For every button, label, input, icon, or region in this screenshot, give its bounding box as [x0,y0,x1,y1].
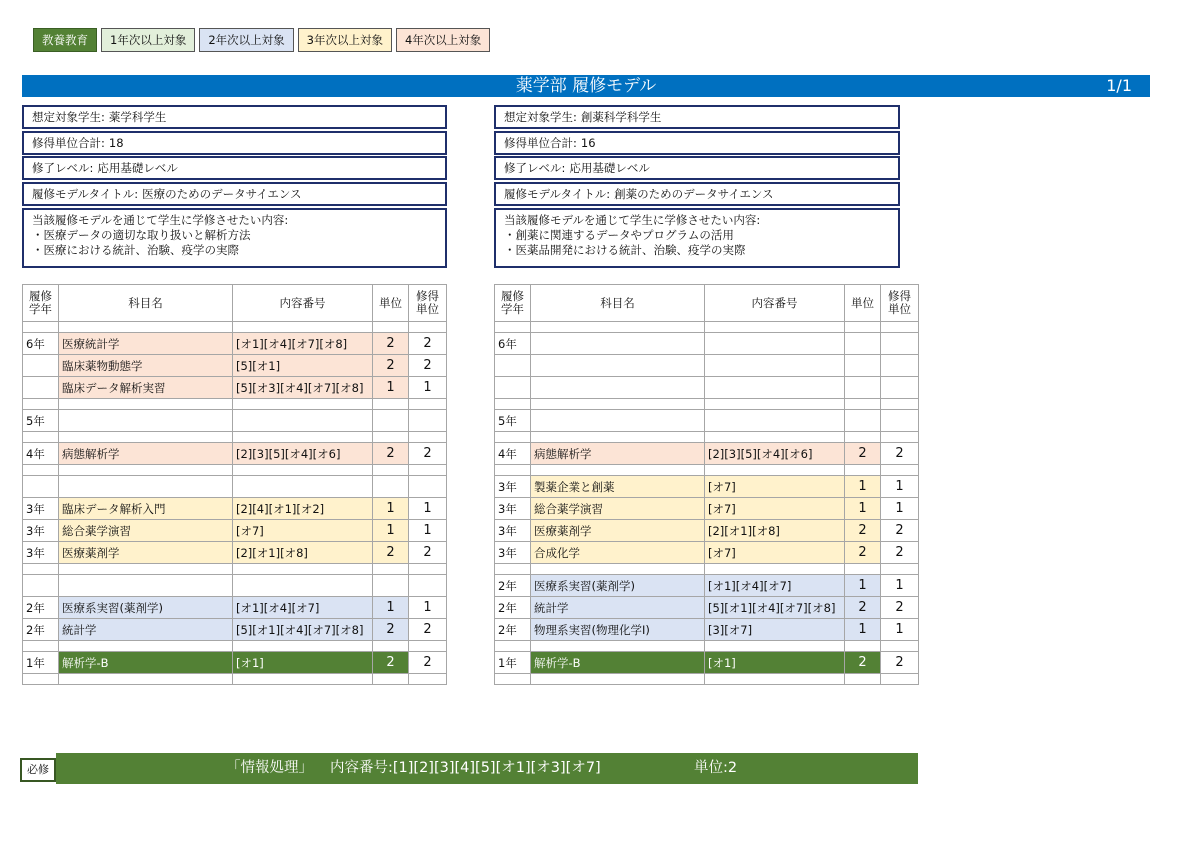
year-cell [495,355,531,377]
course-name-cell: 総合薬学演習 [531,498,705,520]
table-row [23,476,447,498]
earned-units-cell: 2 [881,443,919,465]
year-cell: 3年 [23,498,59,520]
content-number-cell: [5][オ1][オ4][オ7][オ8] [705,597,845,619]
spacer-cell [59,322,233,333]
units-cell [373,476,409,498]
content-number-cell: [オ1] [705,652,845,674]
spacer-cell [233,399,373,410]
content-number-cell: [2][オ1][オ8] [233,542,373,564]
earned-units-cell: 1 [409,597,447,619]
course-name-cell [531,355,705,377]
year-cell: 3年 [23,542,59,564]
right-learning-content: 当該履修モデルを通じて学生に学修させたい内容: ・創薬に関連するデータやプログラムの活用 ・医薬品開発における統計、治験、疫学の実際 [494,208,900,268]
course-name-cell: 物理系実習(物理化学Ⅰ) [531,619,705,641]
spacer-cell [845,674,881,685]
units-cell: 1 [373,597,409,619]
course-name-cell: 医療系実習(薬剤学) [59,597,233,619]
table-row [23,652,447,674]
spacer-cell [233,674,373,685]
spacer-cell [495,465,531,476]
spacer-cell [233,322,373,333]
legend-year4: 4年次以上対象 [396,28,490,52]
table-row [23,498,447,520]
content-number-cell: [オ7] [233,520,373,542]
earned-units-cell [881,410,919,432]
table-row [495,410,919,432]
units-cell: 1 [845,575,881,597]
spacer-row [23,399,447,410]
header-content-number: 内容番号 [705,285,845,322]
year-cell: 1年 [495,652,531,674]
spacer-cell [705,399,845,410]
header-content-number: 内容番号 [233,285,373,322]
required-units: 単位:2 [694,760,738,776]
course-name-cell: 臨床薬物動態学 [59,355,233,377]
spacer-cell [705,564,845,575]
table-row [23,333,447,355]
spacer-cell [59,564,233,575]
spacer-cell [373,432,409,443]
spacer-cell [373,564,409,575]
spacer-cell [881,641,919,652]
spacer-cell [495,564,531,575]
spacer-cell [23,432,59,443]
content-number-cell: [オ1][オ4][オ7] [233,597,373,619]
spacer-row [23,432,447,443]
left-credit-total: 修得単位合計: 18 [22,131,447,155]
required-course-name: 「情報処理」 [226,760,313,776]
spacer-cell [409,322,447,333]
table-row [495,575,919,597]
year-cell: 2年 [23,597,59,619]
spacer-row [23,641,447,652]
table-row [23,410,447,432]
units-cell: 2 [845,652,881,674]
year-cell: 5年 [23,410,59,432]
spacer-cell [845,399,881,410]
page-title: 薬学部 履修モデル [515,76,657,96]
spacer-cell [705,641,845,652]
content-number-cell: [2][3][5][オ4][オ6] [705,443,845,465]
earned-units-cell [409,575,447,597]
spacer-row [495,564,919,575]
table-row [23,542,447,564]
right-model-title: 履修モデルタイトル: 創薬のためのデータサイエンス [494,182,900,206]
spacer-cell [705,432,845,443]
content-number-cell: [オ7] [705,476,845,498]
spacer-cell [705,674,845,685]
spacer-cell [59,465,233,476]
content-number-cell: [2][4][オ1][オ2] [233,498,373,520]
year-cell [23,377,59,399]
title-bar [22,75,1150,97]
table-row [23,355,447,377]
earned-units-cell: 2 [409,619,447,641]
legend-year3: 3年次以上対象 [298,28,392,52]
earned-units-cell: 1 [881,575,919,597]
header-year: 履修学年 [23,285,59,322]
course-name-cell: 医療系実習(薬剤学) [531,575,705,597]
spacer-cell [531,432,705,443]
year-cell [23,355,59,377]
units-cell: 1 [373,498,409,520]
spacer-cell [373,465,409,476]
spacer-cell [531,322,705,333]
year-cell: 2年 [495,597,531,619]
earned-units-cell: 2 [409,652,447,674]
earned-units-cell: 2 [409,355,447,377]
spacer-cell [881,322,919,333]
spacer-cell [59,641,233,652]
course-name-cell: 医療統計学 [59,333,233,355]
spacer-cell [531,641,705,652]
spacer-cell [233,564,373,575]
spacer-row [23,674,447,685]
units-cell: 2 [373,619,409,641]
units-cell: 2 [373,652,409,674]
spacer-row [23,465,447,476]
year-cell [495,377,531,399]
units-cell: 1 [845,498,881,520]
legend-general-education: 教養教育 [33,28,97,52]
course-name-cell [59,476,233,498]
earned-units-cell: 2 [881,597,919,619]
earned-units-cell [881,333,919,355]
units-cell: 1 [373,520,409,542]
header-units: 単位 [845,285,881,322]
table-header-row [23,285,447,322]
spacer-cell [23,465,59,476]
spacer-cell [881,674,919,685]
spacer-cell [845,432,881,443]
spacer-cell [23,322,59,333]
earned-units-cell: 2 [881,542,919,564]
color-legend [33,28,490,52]
required-content-number: 内容番号:[1][2][3][4][5][オ1][オ3][オ7] [330,760,601,776]
spacer-cell [495,432,531,443]
header-earned-units: 修得単位 [881,285,919,322]
spacer-cell [881,465,919,476]
spacer-row [495,674,919,685]
course-name-cell: 統計学 [59,619,233,641]
spacer-row [23,322,447,333]
content-number-cell [705,377,845,399]
course-name-cell [531,377,705,399]
spacer-cell [531,399,705,410]
spacer-cell [495,641,531,652]
table-row [495,619,919,641]
spacer-cell [881,564,919,575]
spacer-cell [373,674,409,685]
earned-units-cell: 2 [409,542,447,564]
header-course-name: 科目名 [59,285,233,322]
spacer-cell [409,641,447,652]
left-target-student: 想定対象学生: 薬学科学生 [22,105,447,129]
units-cell [373,410,409,432]
units-cell: 2 [845,443,881,465]
year-cell: 3年 [495,498,531,520]
content-number-cell: [2][オ1][オ8] [705,520,845,542]
earned-units-cell: 1 [409,498,447,520]
spacer-cell [233,641,373,652]
units-cell [845,410,881,432]
year-cell: 4年 [23,443,59,465]
table-row [23,443,447,465]
year-cell: 5年 [495,410,531,432]
content-number-cell [233,410,373,432]
units-cell: 1 [845,619,881,641]
spacer-cell [233,432,373,443]
spacer-cell [59,674,233,685]
spacer-cell [233,465,373,476]
course-name-cell: 臨床データ解析入門 [59,498,233,520]
left-level: 修了レベル: 応用基礎レベル [22,156,447,180]
content-number-cell [233,575,373,597]
table-row [495,597,919,619]
course-name-cell: 製薬企業と創薬 [531,476,705,498]
course-name-cell: 解析学-B [531,652,705,674]
spacer-row [495,641,919,652]
header-course-name: 科目名 [531,285,705,322]
table-row [23,377,447,399]
earned-units-cell: 2 [881,520,919,542]
spacer-row [495,432,919,443]
course-name-cell: 総合薬学演習 [59,520,233,542]
spacer-cell [23,641,59,652]
spacer-cell [23,564,59,575]
earned-units-cell: 1 [881,498,919,520]
spacer-cell [23,674,59,685]
earned-units-cell: 1 [409,377,447,399]
content-number-cell: [5][オ1] [233,355,373,377]
earned-units-cell [409,476,447,498]
legend-year2: 2年次以上対象 [199,28,293,52]
right-course-table [494,284,919,685]
content-number-cell: [5][オ1][オ4][オ7][オ8] [233,619,373,641]
left-learning-content: 当該履修モデルを通じて学生に学修させたい内容: ・医療データの適切な取り扱いと解析方法 ・医療における統計、治験、疫学の実際 [22,208,447,268]
units-cell: 2 [373,333,409,355]
spacer-cell [373,641,409,652]
table-row [23,597,447,619]
spacer-cell [409,399,447,410]
table-row [23,619,447,641]
units-cell: 2 [373,542,409,564]
table-row [23,575,447,597]
content-number-cell [705,410,845,432]
course-name-cell [59,575,233,597]
legend-year1: 1年次以上対象 [101,28,195,52]
right-level: 修了レベル: 応用基礎レベル [494,156,900,180]
table-row [495,476,919,498]
course-name-cell: 統計学 [531,597,705,619]
spacer-cell [705,465,845,476]
content-number-cell: [3][オ7] [705,619,845,641]
content-number-cell [233,476,373,498]
table-row [495,498,919,520]
table-row [495,520,919,542]
spacer-cell [59,399,233,410]
spacer-cell [881,432,919,443]
right-credit-total: 修得単位合計: 16 [494,131,900,155]
units-cell [845,355,881,377]
earned-units-cell: 2 [409,443,447,465]
table-row [23,520,447,542]
spacer-cell [373,322,409,333]
year-cell: 6年 [23,333,59,355]
content-number-cell [705,355,845,377]
spacer-cell [531,674,705,685]
earned-units-cell: 1 [881,619,919,641]
spacer-cell [495,674,531,685]
year-cell: 2年 [495,619,531,641]
year-cell: 3年 [495,476,531,498]
spacer-row [495,465,919,476]
units-cell: 2 [373,443,409,465]
spacer-cell [409,465,447,476]
spacer-cell [845,322,881,333]
units-cell [373,575,409,597]
course-name-cell [531,333,705,355]
content-number-cell [705,333,845,355]
year-cell [23,476,59,498]
table-row [495,542,919,564]
year-cell [23,575,59,597]
course-name-cell [59,410,233,432]
earned-units-cell [881,355,919,377]
table-row [495,443,919,465]
earned-units-cell: 2 [881,652,919,674]
spacer-cell [23,399,59,410]
content-number-cell: [オ1][オ4][オ7] [705,575,845,597]
year-cell: 3年 [23,520,59,542]
spacer-cell [531,465,705,476]
header-earned-units: 修得単位 [409,285,447,322]
spacer-cell [881,399,919,410]
right-target-student: 想定対象学生: 創薬科学科学生 [494,105,900,129]
spacer-cell [495,399,531,410]
content-number-cell: [オ1][オ4][オ7][オ8] [233,333,373,355]
spacer-cell [409,674,447,685]
left-course-table [22,284,447,685]
spacer-cell [59,432,233,443]
spacer-cell [495,322,531,333]
year-cell: 3年 [495,520,531,542]
earned-units-cell [409,410,447,432]
spacer-row [495,322,919,333]
units-cell: 1 [845,476,881,498]
units-cell [845,333,881,355]
header-units: 単位 [373,285,409,322]
course-name-cell: 合成化学 [531,542,705,564]
course-name-cell: 病態解析学 [59,443,233,465]
earned-units-cell: 1 [881,476,919,498]
spacer-cell [845,641,881,652]
units-cell: 2 [845,542,881,564]
spacer-cell [373,399,409,410]
content-number-cell: [オ7] [705,498,845,520]
spacer-cell [845,465,881,476]
earned-units-cell: 1 [409,520,447,542]
required-label: 必修 [20,758,56,782]
year-cell: 2年 [495,575,531,597]
header-year: 履修学年 [495,285,531,322]
year-cell: 3年 [495,542,531,564]
year-cell: 6年 [495,333,531,355]
units-cell: 2 [845,520,881,542]
spacer-cell [409,564,447,575]
content-number-cell: [オ7] [705,542,845,564]
course-name-cell: 病態解析学 [531,443,705,465]
earned-units-cell [881,377,919,399]
course-name-cell: 解析学-B [59,652,233,674]
units-cell [845,377,881,399]
spacer-cell [409,432,447,443]
spacer-cell [705,322,845,333]
spacer-row [495,399,919,410]
table-row [495,377,919,399]
content-number-cell: [2][3][5][オ4][オ6] [233,443,373,465]
year-cell: 4年 [495,443,531,465]
earned-units-cell: 2 [409,333,447,355]
required-course-bar [56,753,918,784]
table-header-row [495,285,919,322]
table-row [495,333,919,355]
table-row [495,652,919,674]
units-cell: 1 [373,377,409,399]
course-name-cell: 臨床データ解析実習 [59,377,233,399]
spacer-row [23,564,447,575]
table-row [495,355,919,377]
spacer-cell [531,564,705,575]
year-cell: 2年 [23,619,59,641]
content-number-cell: [オ1] [233,652,373,674]
spacer-cell [845,564,881,575]
course-name-cell [531,410,705,432]
course-name-cell: 医療薬剤学 [531,520,705,542]
left-model-title: 履修モデルタイトル: 医療のためのデータサイエンス [22,182,447,206]
page-number: 1/1 [1106,76,1132,95]
units-cell: 2 [845,597,881,619]
course-name-cell: 医療薬剤学 [59,542,233,564]
units-cell: 2 [373,355,409,377]
year-cell: 1年 [23,652,59,674]
content-number-cell: [5][オ3][オ4][オ7][オ8] [233,377,373,399]
